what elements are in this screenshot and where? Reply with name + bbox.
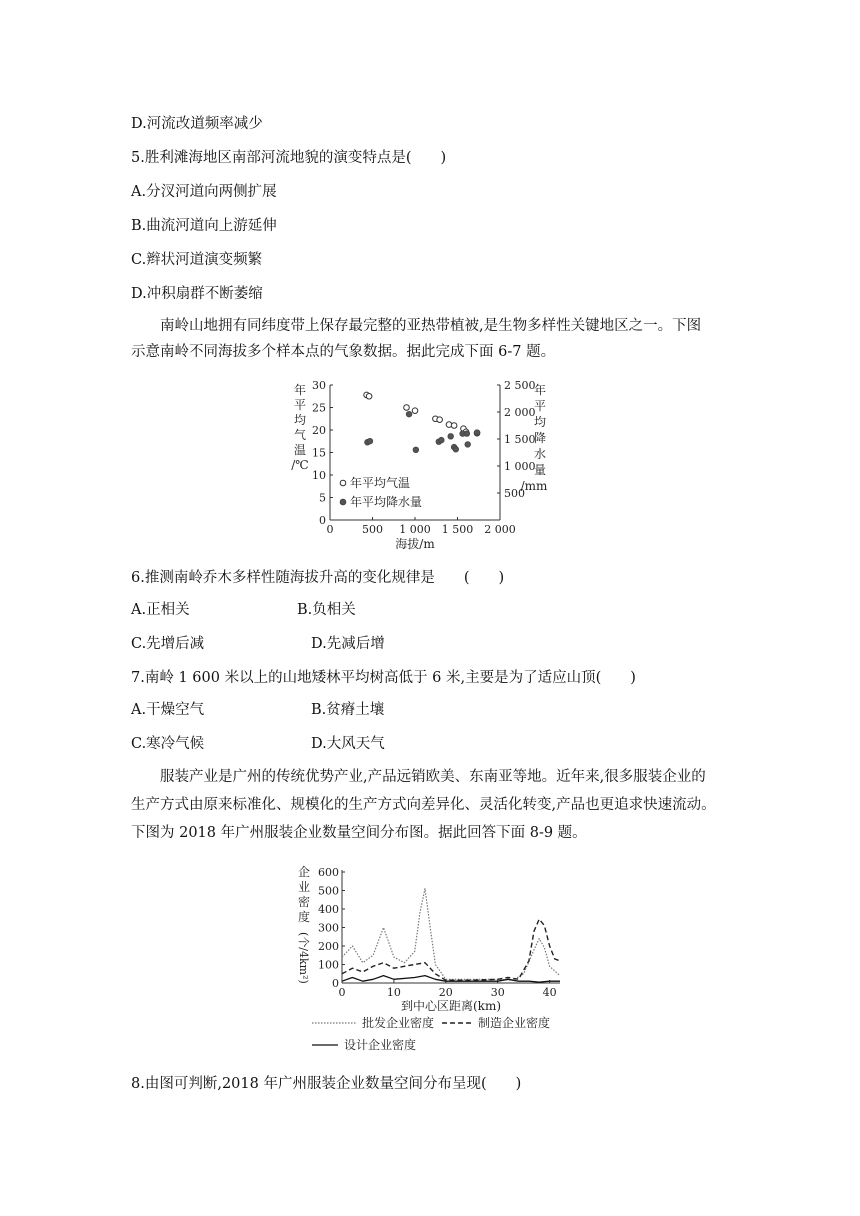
passage2 [131, 763, 731, 847]
y-title-char: 度 [297, 910, 311, 924]
x-tick-label: 2 000 [484, 523, 516, 536]
left-y-title-char: 均 [293, 413, 307, 427]
left-y-title-char: /℃ [291, 458, 309, 472]
garment-density-chart [292, 862, 582, 1062]
q5-stem: 5.胜利滩海地区南部河流地貌的演变特点是( ) [131, 150, 447, 166]
y-tick-label: 500 [318, 884, 339, 898]
legend-temp-label: 年平均气温 [350, 476, 411, 490]
q7-option-d: D.大风天气 [311, 736, 385, 752]
q6-option-d: D.先减后增 [311, 636, 385, 652]
x-tick-label: 0 [326, 523, 334, 536]
x-tick-label: 0 [338, 986, 346, 999]
y-title-unit: (个/4km²) [297, 932, 310, 984]
left-y-title-char: 平 [293, 398, 307, 412]
x-tick-label: 40 [542, 986, 557, 999]
right-y-title-char: 平 [533, 399, 547, 413]
left-tick-label: 20 [312, 424, 326, 437]
right-y-title-char: /mm [520, 479, 548, 493]
left-y-title-char: 气 [293, 428, 307, 442]
temperature-point [404, 405, 410, 411]
precipitation-point [448, 434, 454, 440]
right-tick-label: 2 000 [504, 406, 536, 419]
passage1-line2: 示意南岭不同海拔多个样本点的气象数据。据此完成下面 6-7 题。 [131, 344, 556, 360]
left-tick-label: 15 [312, 446, 326, 460]
precipitation-point [439, 437, 445, 443]
y-title-char: 密 [297, 895, 311, 909]
x-tick-label: 10 [386, 986, 401, 999]
y-title-char: 企 [297, 865, 311, 879]
q7-stem: 7.南岭 1 600 米以上的山地矮林平均树高低于 6 米,主要是为了适应山顶( ) [131, 670, 636, 686]
passage2-line3: 下图为 2018 年广州服装企业数量空间分布图。据此回答下面 8-9 题。 [131, 825, 587, 841]
manufacturing-density-line [342, 919, 560, 980]
legend-manufacturing-label: 制造企业密度 [478, 1016, 551, 1030]
passage1 [131, 313, 731, 365]
right-y-title-char: 均 [533, 415, 547, 429]
left-y-title-char: 年 [293, 383, 307, 397]
q6-stem: 6.推测南岭乔木多样性随海拔升高的变化规律是 ( ) [131, 570, 505, 586]
q7-option-b: B.贫瘠土壤 [311, 702, 385, 718]
q6-option-a: A.正相关 [131, 602, 190, 618]
q5-option-d: D.冲积扇群不断萎缩 [131, 286, 263, 302]
q8-stem: 8.由图可判断,2018 年广州服装企业数量空间分布呈现( ) [131, 1076, 522, 1092]
legend-precip-marker [340, 499, 346, 505]
climate-scatter-chart [290, 380, 550, 550]
precipitation-point [367, 438, 373, 444]
precipitation-point [406, 411, 412, 417]
temperature-point [412, 408, 418, 414]
y-title-char: 业 [297, 880, 311, 894]
right-y-title-char: 水 [533, 447, 547, 461]
design-density-line [342, 976, 560, 983]
x-axis-title: 海拔/m [395, 537, 435, 550]
y-tick-label: 400 [318, 903, 339, 916]
q6-option-b: B.负相关 [297, 602, 356, 618]
q7-option-a: A.干燥空气 [131, 702, 205, 718]
left-tick-label: 10 [312, 469, 326, 482]
y-tick-label: 600 [318, 866, 339, 879]
legend-precip-label: 年平均降水量 [350, 495, 423, 509]
legend-wholesale-label: 批发企业密度 [362, 1016, 435, 1030]
precipitation-point [453, 446, 459, 452]
passage2-line2: 生产方式由原来标准化、规模化的生产方式向差异化、灵活化转变,产品也更追求快速流动。 [131, 797, 716, 813]
q6-option-c: C.先增后减 [131, 636, 205, 652]
y-tick-label: 100 [318, 958, 339, 972]
left-tick-label: 25 [312, 401, 326, 415]
q5-option-b: B.曲流河道向上游延伸 [131, 218, 277, 234]
left-tick-label: 5 [319, 491, 326, 505]
precipitation-point [465, 442, 471, 448]
passage2-line1: 服装产业是广州的传统优势产业,产品远销欧美、东南亚等地。近年来,很多服装企业的 [160, 769, 706, 785]
left-tick-label: 0 [319, 514, 326, 527]
right-tick-label: 1 000 [504, 460, 536, 473]
right-y-title-char: 降 [533, 431, 547, 445]
x-tick-label: 1 000 [399, 523, 431, 536]
q7-option-c: C.寒冷气候 [131, 736, 205, 752]
temperature-point [451, 423, 457, 429]
x-tick-label: 1 500 [441, 523, 474, 536]
x-tick-label: 20 [438, 986, 453, 999]
x-tick-label: 30 [490, 986, 505, 999]
left-tick-label: 30 [312, 380, 326, 392]
temperature-point [437, 417, 443, 423]
passage1-line1: 南岭山地拥有同纬度带上保存最完整的亚热带植被,是生物多样性关键地区之一。下图 [160, 318, 702, 334]
legend-temp-marker [340, 480, 346, 486]
right-tick-label: 1 500 [504, 433, 536, 446]
x-axis-title: 到中心区距离(km) [400, 999, 502, 1013]
right-tick-label: 500 [504, 487, 525, 500]
right-tick-label: 2 500 [504, 380, 536, 392]
legend-design-label: 设计企业密度 [344, 1038, 417, 1052]
precipitation-point [413, 447, 419, 453]
q4-option-d: D.河流改道频率减少 [131, 116, 263, 132]
q5-option-c: C.辫状河道演变频繁 [131, 252, 263, 268]
precipitation-point [464, 431, 470, 437]
precipitation-point [474, 430, 480, 436]
right-y-title-char: 年 [533, 383, 547, 397]
left-y-title-char: 温 [293, 443, 307, 457]
y-tick-label: 200 [318, 940, 339, 953]
x-tick-label: 500 [362, 523, 383, 536]
temperature-point [366, 393, 372, 399]
right-y-title-char: 量 [533, 463, 547, 477]
y-tick-label: 300 [318, 921, 339, 935]
q5-option-a: A.分汊河道向两侧扩展 [131, 184, 277, 200]
y-tick-label: 0 [332, 977, 339, 990]
